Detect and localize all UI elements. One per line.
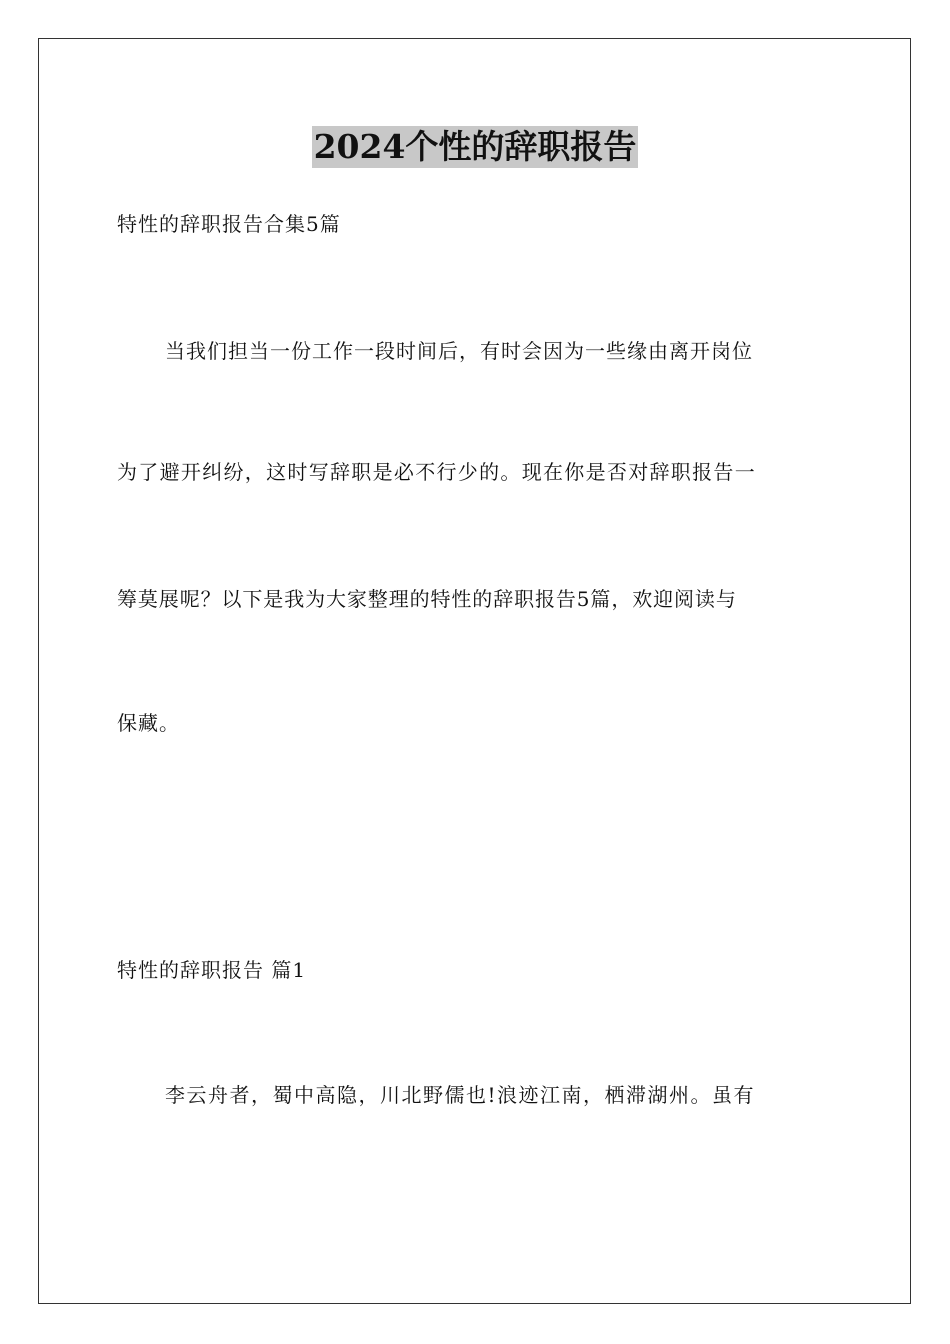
title-container <box>0 126 950 168</box>
intro-line-1: 当我们担当一份工作一段时间后，有时会因为一些缘由离开岗位 <box>165 339 753 363</box>
document-title: 2024个性的辞职报告 <box>313 127 637 166</box>
intro-line-3: 筹莫展呢？以下是我为大家整理的特性的辞职报告5篇，欢迎阅读与 <box>117 587 737 611</box>
document-subtitle: 特性的辞职报告合集5篇 <box>117 212 341 236</box>
intro-line-2: 为了避开纠纷，这时写辞职是必不行少的。现在你是否对辞职报告一 <box>117 460 756 484</box>
section-line-1: 李云舟者，蜀中高隐，川北野儒也!浪迹江南，栖滞湖州。虽有 <box>165 1083 756 1107</box>
intro-line-4: 保藏。 <box>117 711 180 735</box>
section-heading: 特性的辞职报告 篇1 <box>117 958 307 982</box>
